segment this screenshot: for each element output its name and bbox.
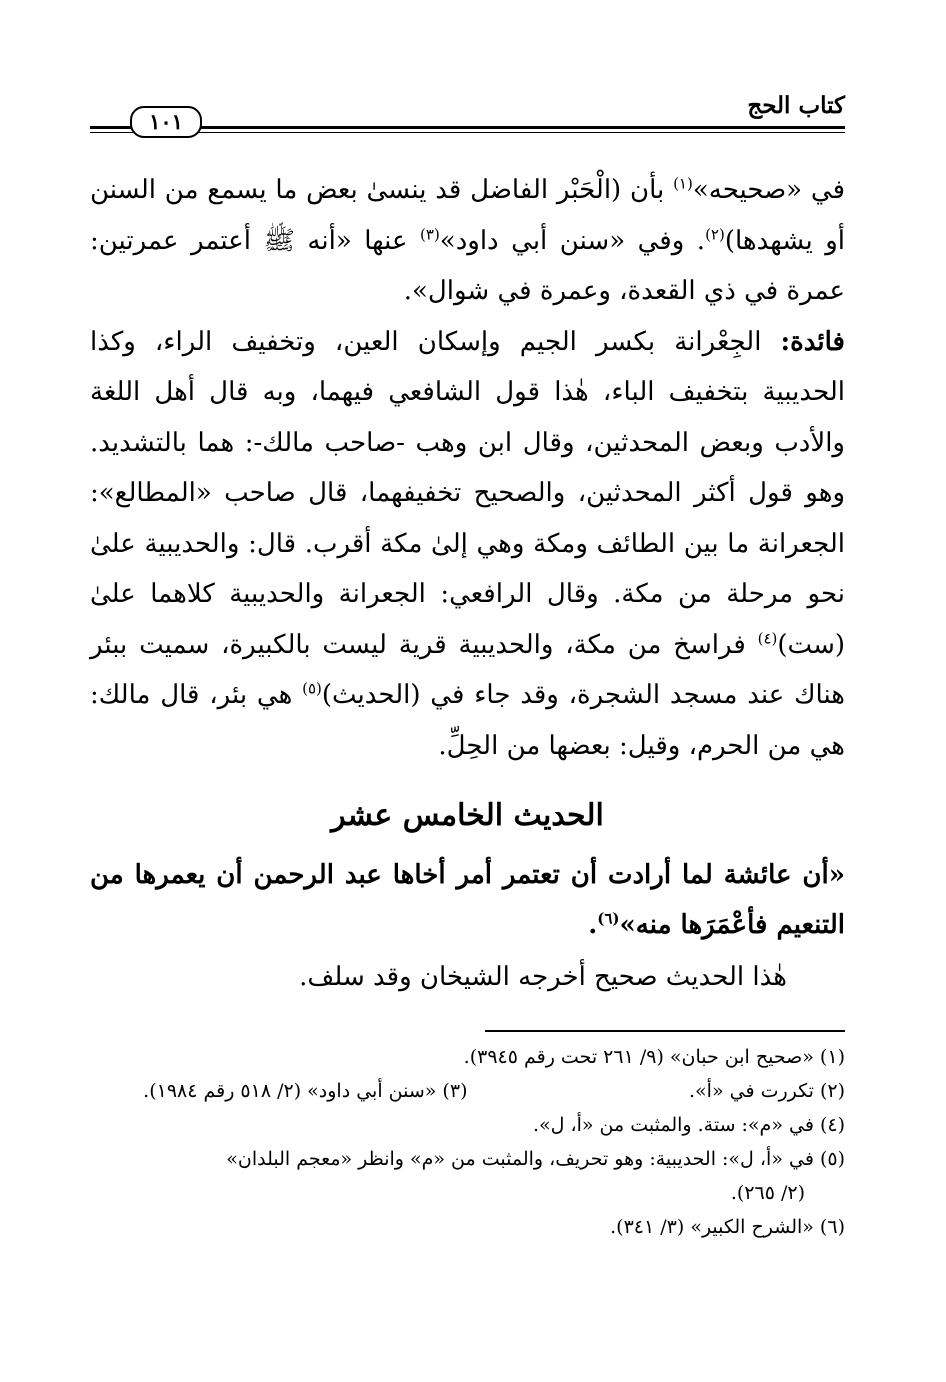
footnote-1: (١) «صحيح ابن حبان» (٩/ ٢٦١ تحت رقم ٣٩٤٥). [463,1046,845,1068]
header-rule-thick [90,126,845,129]
hadith-heading: الحديث الخامس عشر [331,798,604,833]
text-segment: فراسخ من مكة، والحديبية قرية ليست بالكبيرة، سميت ببئر هناك عند مسجد الشجرة، وقد جاء في (الحديث) [90,629,845,710]
text-segment: عنها «أنه ﷺ أعتمر عمرتين: عمرة في ذي القعدة، وعمرة في شوال». [90,225,845,306]
text-segment: هي بئر، قال مالك: هي من الحرم، وقيل: بعضها من الحِلِّ. [90,680,845,761]
text-segment: . [588,910,598,940]
text-segment: بأن (الْحَبْر الفاضل قد ينسىٰ بعض ما يسمع من السنن أو يشهدها) [90,175,845,256]
main-text [90,165,845,771]
footnote-ref-2[interactable]: (٢) [705,224,725,243]
footnote-4: (٤) في «م»: ستة. والمثبت من «أ، ل». [532,1114,845,1136]
benefit-label: فائدة: [780,326,845,357]
footnote-ref-4[interactable]: (٤) [757,628,778,647]
paragraph-1 [90,165,845,317]
footnote-5: (٥) في «أ، ل»: الحديبية: وهو تحريف، والمثبت من «م» وانظر «معجم البلدان» [226,1148,845,1170]
page-number: ١٠١ [130,106,202,138]
footnote-ref-3[interactable]: (٣) [420,224,440,243]
footnote-separator [485,1030,845,1032]
footnote-3: (٣) «سنن أبي داود» (٢/ ٥١٨ رقم ١٩٨٤). [143,1080,468,1102]
page-header [90,90,845,140]
footnote-ref-6[interactable]: (٦) [597,909,620,928]
hadith-text [90,850,845,950]
footnotes [90,1040,845,1244]
footnote-ref-1[interactable]: (١) [673,174,693,193]
header-rule-thin [90,132,845,133]
text-segment: . وفي «سنن أبي داود» [439,225,706,256]
text-segment: في «صحيحه» [692,175,845,205]
footnote-6: (٦) «الشرح الكبير» (٣/ ٣٤١). [610,1216,845,1238]
footnote-row [90,1074,845,1108]
footnote-5-continuation: (٢/ ٢٦٥). [730,1182,805,1204]
text-segment: الجِعْرانة بكسر الجيم وإسكان العين، وتخفيف الراء، وكذا الحديبية بتخفيف الباء، هٰذا قول الشافعي فيهما، وبه قال أهل اللغة والأدب وبعض المحدثين، وقال ابن وهب -صاحب مالك-: هما بالتشديد. وهو قول أكثر المحدثين، والصحيح تخفيفهما، قال صاحب «المطالع»: الجعرانة ما بين الطائف ومكة وهي إلىٰ مكة أقرب. قال: والحديبية علىٰ نحو مرحلة من مكة. وقال الرافعي: الجعرانة والحديبية كلاهما علىٰ (ست) [90,326,845,660]
hadith-quote: «أن عائشة لما أرادت أن تعتمر أمر أخاها عبد الرحمن أن يعمرها من التنعيم فأعْمَرَها منه» [90,860,845,940]
footnote-ref-5[interactable]: (٥) [302,679,322,698]
footnote-2: (٢) تكررت في «أ». [689,1080,845,1102]
book-title: كتاب الحج [747,92,845,119]
hadith-note: هٰذا الحديث صحيح أخرجه الشيخان وقد سلف. [299,962,787,992]
paragraph-2 [90,317,845,772]
